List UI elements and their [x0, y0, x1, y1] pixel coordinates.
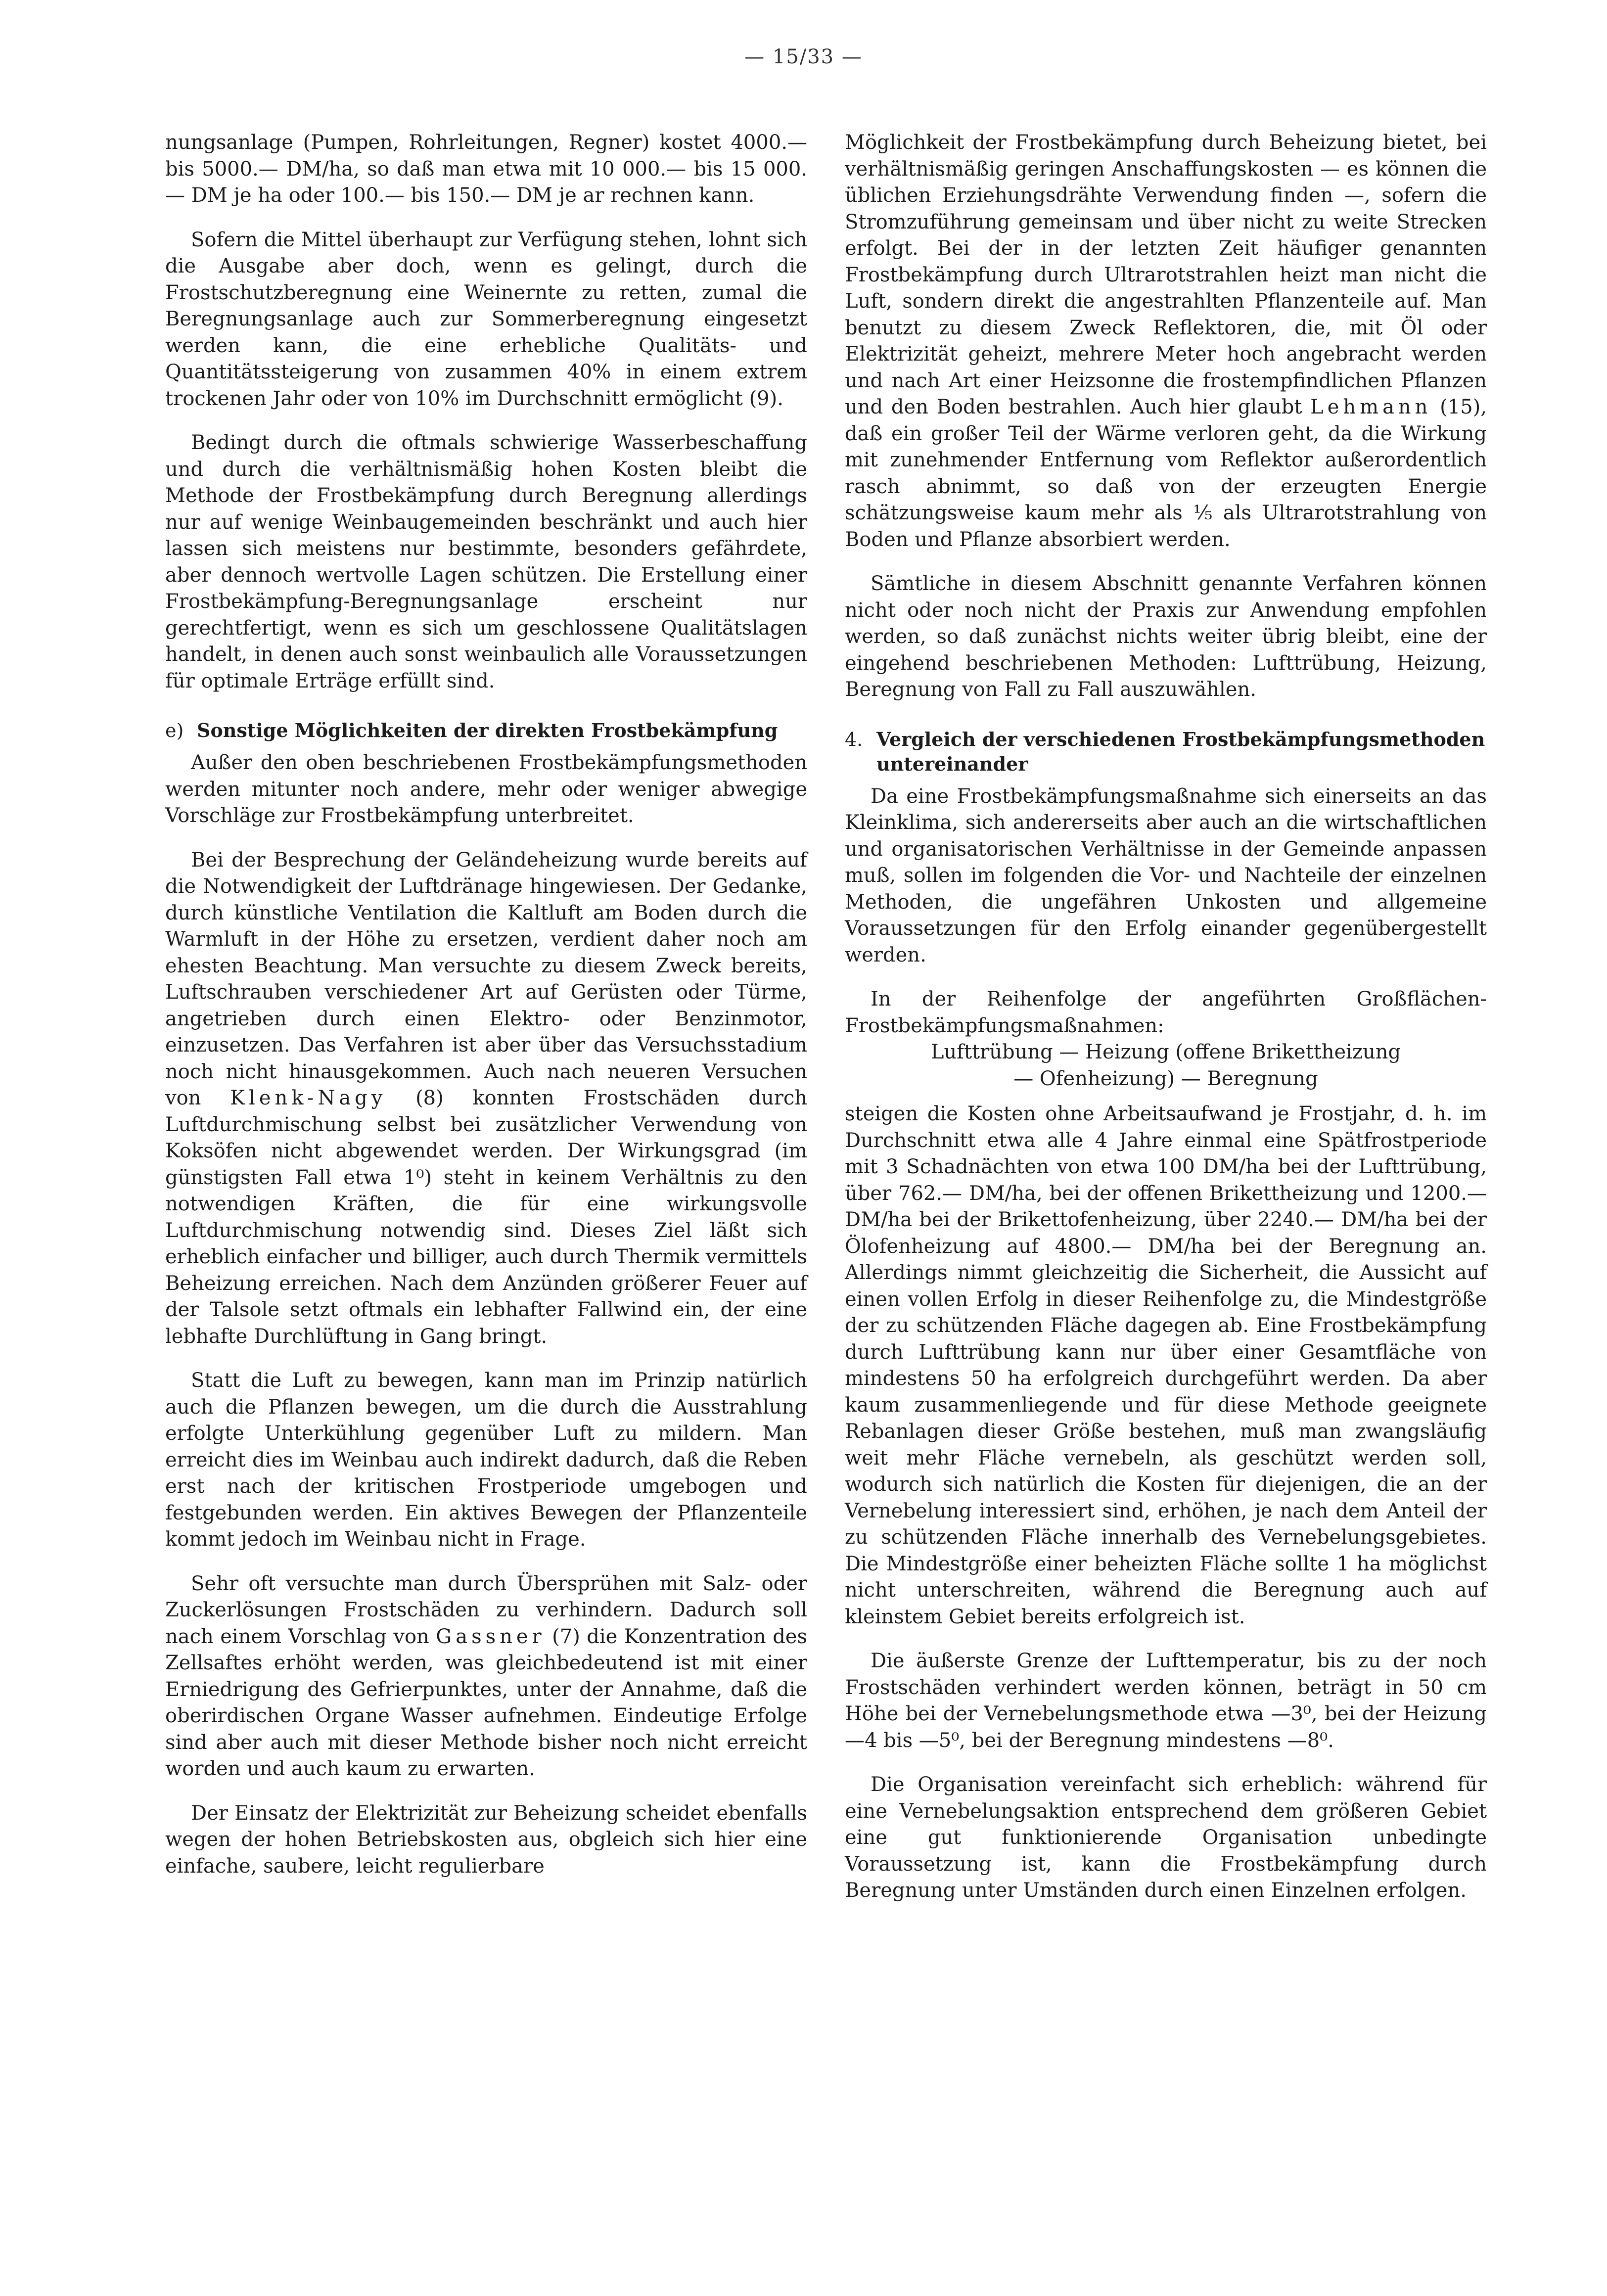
left-column — [165, 130, 807, 1897]
centered-line: Lufttrübung — Heizung (offene Brikettheizung — [930, 1041, 1401, 1063]
paragraph: Die Organisation vereinfacht sich erheblich: während für eine Vernebelungsaktion entsprechend dem größeren Gebiet eine gut funktionierende Organisation unbedingte Voraussetzung ist, kann die Frostbekämpfung durch Beregnung unter Umständen durch einen Einzelnen erfolgen. — [845, 1773, 1487, 1902]
right-column — [845, 130, 1487, 1922]
author-name: Gassner — [436, 1625, 546, 1648]
centered-line: — Ofenheizung) — Beregnung — [1013, 1067, 1318, 1090]
author-name: Klenk-Nagy — [230, 1087, 387, 1109]
paragraph: Der Einsatz der Elektrizität zur Beheizung scheidet ebenfalls wegen der hohen Betriebskosten aus, obgleich sich hier eine einfache, saubere, leicht regulierbare — [165, 1801, 807, 1878]
paragraph: Außer den oben beschriebenen Frostbekämpfungsmethoden werden mitunter noch andere, mehr oder weniger abwegige Vorschläge zur Frostbekämpfung unterbreitet. — [165, 751, 807, 827]
paragraph: Möglichkeit der Frostbekämpfung durch Beheizung bietet, bei verhältnismäßig geringen Anschaffungskosten — es können die üblichen Erziehungsdrähte Verwendung finden —, sofern die Stromzuführung gemeinsam und über nicht zu weite Strecken erfolgt. Bei der in der letzten Zeit häufiger genannten Frostbekämpfung durch Ultrarotstrahlen heizt man nicht die Luft, sondern direkt die angestrahlten Pflanzenteile auf. Man benutzt zu diesem Zweck Reflektoren, die, mit Öl oder Elektrizität geheizt, mehrere Meter hoch angebracht werden und nach Art einer Heizsonne die frostempfindlichen Pflanzen und den Boden bestrahlen. Auch hier glaubt Lehmann (15), daß ein großer Teil der Wärme verloren geht, da die Wirkung mit zunehmender Entfernung vom Reflektor außerordentlich rasch abnimmt, so daß von der erzeugten Energie schätzungsweise kaum mehr als ⅕ als Ultrarotstrahlung von Boden und Pflanze absorbiert werden. — [845, 131, 1487, 551]
paragraph: Die äußerste Grenze der Lufttemperatur, bis zu der noch Frostschäden verhindert werden können, beträgt in 50 cm Höhe bei der Vernebelungsmethode etwa —3⁰, bei der Heizung —4 bis —5⁰, bei der Beregnung mindestens —8⁰. — [845, 1650, 1487, 1752]
paragraph: Da eine Frostbekämpfungsmaßnahme sich einerseits an das Kleinklima, sich andererseits aber auch an die wirtschaftlichen und organisatorischen Verhältnisse in der Gemeinde anpassen muß, sollen im folgenden die Vor- und Nachteile der einzelnen Methoden, die ungefähren Unkosten und allgemeine Voraussetzungen für den Erfolg einander gegenübergestellt werden. — [845, 784, 1487, 966]
section-heading — [165, 718, 807, 743]
paragraph: nungsanlage (Pumpen, Rohrleitungen, Regner) kostet 4000.— bis 5000.— DM/ha, so daß man etwa mit 10 000.— bis 15 000.— DM je ha oder 100.— bis 150.— DM je ar rechnen kann. — [165, 131, 807, 207]
section-title: Sonstige Möglichkeiten der direkten Frostbekämpfung — [197, 719, 778, 741]
author-name: Lehmann — [1310, 396, 1432, 418]
paragraph: Bedingt durch die oftmals schwierige Wasserbeschaffung und durch die verhältnismäßig hohen Kosten bleibt die Methode der Frostbekämpfung durch Beregnung allerdings nur auf wenige Weinbaugemeinden beschränkt und auch hier lassen sich meistens nur bestimmte, besonders gefährdete, aber dennoch wertvolle Lagen schützen. Die Erstellung einer Frostbekämpfung-Beregnungsanlage erscheint nur gerechtfertigt, wenn es sich um geschlossene Qualitätslagen handelt, in denen auch sonst weinbaulich alle Voraussetzungen für optimale Erträge erfüllt sind. — [165, 431, 807, 692]
page-number: — 15/33 — — [744, 46, 863, 68]
paragraph: Sämtliche in diesem Abschnitt genannte Verfahren können nicht oder noch nicht der Praxis zur Anwendung empfohlen werden, so daß zunächst nichts weiter übrig bleibt, eine der eingehend beschriebenen Methoden: Lufttrübung, Heizung, Beregnung von Fall zu Fall auszuwählen. — [845, 572, 1487, 701]
section-number: e) — [165, 720, 184, 741]
paragraph: Sofern die Mittel überhaupt zur Verfügung stehen, lohnt sich die Ausgabe aber doch, wenn es gelingt, durch die Frostschutzberegnung eine Weinernte zu retten, zumal die Beregnungsanlage auch zur Sommerberegnung eingesetzt werden kann, die eine erhebliche Qualitäts- und Quantitätssteigerung von zusammen 40% in einem extrem trockenen Jahr oder von 10% im Durchschnitt ermöglicht (9). — [165, 228, 807, 410]
paragraph: Statt die Luft zu bewegen, kann man im Prinzip natürlich auch die Pflanzen bewegen, um die durch die Ausstrahlung erfolgte Unterkühlung gegenüber Luft zu mildern. Man erreicht dies im Weinbau auch indirekt dadurch, daß die Reben erst nach der kritischen Frostperiode umgebogen und festgebunden werden. Ein aktives Bewegen der Pflanzenteile kommt jedoch im Weinbau nicht in Frage. — [165, 1369, 807, 1551]
paragraph: Sehr oft versuchte man durch Übersprühen mit Salz- oder Zuckerlösungen Frostschäden zu verhindern. Dadurch soll nach einem Vorschlag von Gassner (7) die Konzentration des Zellsaftes erhöht werden, was gleichbedeutend ist mit einer Erniedrigung des Gefrierpunktes, unter der Annahme, daß die oberirdischen Organe Wasser aufnehmen. Eindeutige Erfolge sind aber auch mit dieser Methode bisher noch nicht erreicht worden und auch kaum zu erwarten. — [165, 1572, 807, 1780]
section-heading — [845, 727, 1487, 777]
section-title: Vergleich der verschiedenen Frostbekämpfungsmethoden untereinander — [876, 728, 1485, 775]
section-number: 4. — [845, 728, 863, 750]
paragraph: steigen die Kosten ohne Arbeitsaufwand je Frostjahr, d. h. im Durchschnitt etwa alle 4 Jahre einmal eine Spätfrostperiode mit 3 Schadnächten von etwa 100 DM/ha bei der Lufttrübung, über 762.— DM/ha, bei der offenen Brikettheizung und 1200.— DM/ha bei der Brikettofenheizung, über 2240.— DM/ha bei der Ölofenheizung auf 4800.— DM/ha bei der Beregnung an. Allerdings nimmt gleichzeitig die Sicherheit, die Aussicht auf einen vollen Erfolg in dieser Reihenfolge zu, die Mindestgröße der zu schützenden Fläche dagegen ab. Eine Frostbekämpfung durch Lufttrübung kann nur über einer Gesamtfläche von mindestens 50 ha erfolgreich durchgeführt werden. Da aber kaum zusammenliegende und für diese Methode geeignete Rebanlagen dieser Größe bestehen, muß man zwangsläufig weit mehr Fläche vernebeln, als geschützt werden soll, wodurch sich natürlich die Kosten für diejenigen, die an der Vernebelung interessiert sind, erhöhen, je nach dem Anteil der zu schützenden Fläche innerhalb des Vernebelungsgebietes. Die Mindestgröße einer beheizten Fläche sollte 1 ha möglichst nicht unterschreiten, während die Beregnung auch auf kleinstem Gebiet bereits erfolgreich ist. — [845, 1102, 1487, 1628]
paragraph: In der Reihenfolge der angeführten Großflächen-Frostbekämpfungsmaßnahmen: — [845, 988, 1487, 1037]
paragraph: Bei der Besprechung der Geländeheizung wurde bereits auf die Notwendigkeit der Luftdränage hingewiesen. Der Gedanke, durch künstliche Ventilation die Kaltluft am Boden durch die Warmluft in der Höhe zu ersetzen, verdient daher noch am ehesten Beachtung. Man versuchte zu diesem Zweck bereits, Luftschrauben verschiedener Art auf Gerüsten oder Türme, angetrieben durch einen Elektro- oder Benzinmotor, einzusetzen. Das Verfahren ist aber über das Versuchsstadium noch nicht hinausgekommen. Auch nach neueren Versuchen von Klenk-Nagy (8) konnten Frostschäden durch Luftdurchmischung selbst bei zusätzlicher Verwendung von Koksöfen nicht abgewendet werden. Der Wirkungsgrad (im günstigsten Fall etwa 1⁰) steht in keinem Verhältnis zu den notwendigen Kräften, die für eine wirkungsvolle Luftdurchmischung notwendig sind. Dieses Ziel läßt sich erheblich einfacher und billiger, auch durch Thermik vermittels Beheizung erreichen. Nach dem Anzünden größerer Feuer auf der Talsole setzt oftmals ein lebhafter Fallwind ein, der eine lebhafte Durchlüftung in Gang bringt. — [165, 848, 807, 1348]
